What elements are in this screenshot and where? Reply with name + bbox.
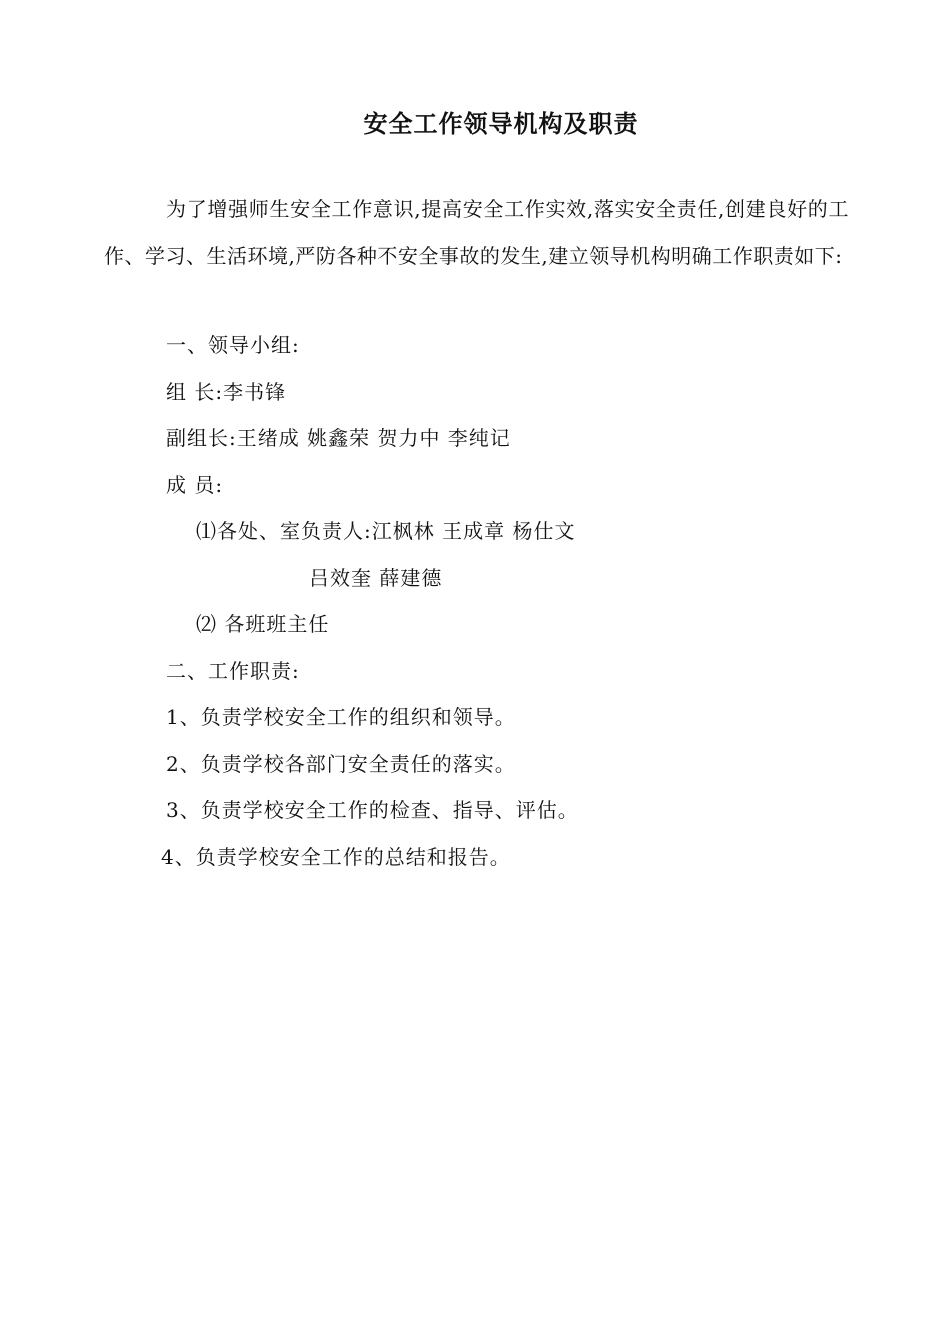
section-duties-heading: 二、工作职责:	[166, 659, 300, 683]
deputy-leader-line: 副组长:王绪成 姚鑫荣 贺力中 李纯记	[166, 426, 511, 450]
members-heading: 成 员:	[166, 473, 224, 497]
duty-item: 2、负责学校各部门安全责任的落实。	[166, 752, 516, 776]
section-leadership-heading: 一、领导小组:	[166, 333, 300, 357]
intro-paragraph: 为了增强师生安全工作意识,提高安全工作实效,落实安全责任,创建良好的工作、学习、生活环境,严防各种不安全事故的发生,建立领导机构明确工作职责如下:	[104, 197, 849, 268]
duty-item: 4、负责学校安全工作的总结和报告。	[161, 845, 511, 869]
member-item-class-teachers: ⑵ 各班班主任	[196, 612, 330, 636]
member-item-department-heads-continued: 吕效奎 薛建德	[309, 566, 443, 590]
document-title: 安全工作领导机构及职责	[363, 109, 639, 138]
duty-item: 3、负责学校安全工作的检查、指导、评估。	[166, 798, 579, 822]
member-item-department-heads: ⑴各处、室负责人:江枫林 王成章 杨仕文	[196, 519, 576, 543]
duty-item: 1、负责学校安全工作的组织和领导。	[166, 705, 516, 729]
group-leader-line: 组 长:李书锋	[166, 380, 287, 404]
